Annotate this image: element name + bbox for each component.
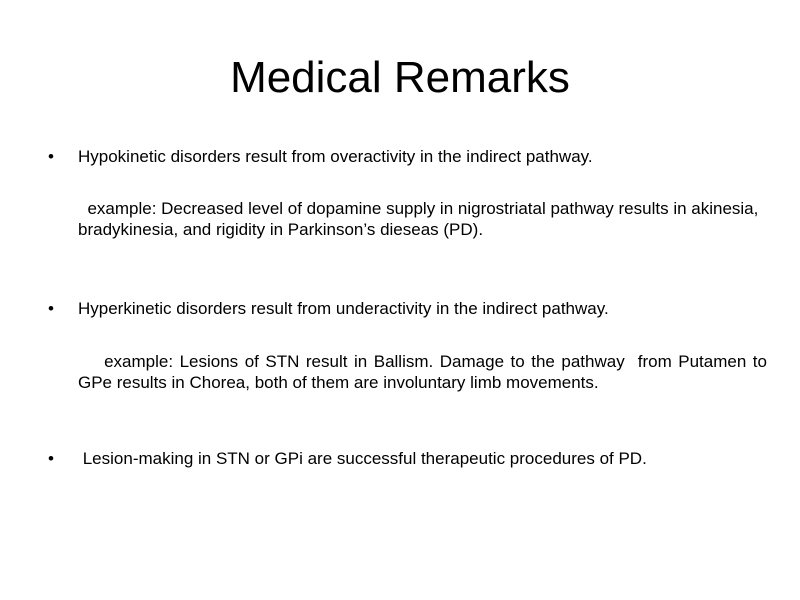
bullet-icon: •: [48, 299, 54, 318]
example-text-hypokinetic: example: Decreased level of dopamine supply in nigrostriatal pathway results in akinesia, bradykinesia, and rigidity in Parkinson’s dieseas (PD).: [78, 199, 764, 239]
bullet-text: Lesion-making in STN or GPi are successful therapeutic procedures of PD.: [78, 449, 647, 468]
bullet-text: Hypokinetic disorders result from overactivity in the indirect pathway.: [78, 147, 593, 166]
example-text-hyperkinetic: example: Lesions of STN result in Ballism. Damage to the pathway from Putamen to GPe results in Chorea, both of them are involuntary limb movements.: [78, 352, 772, 392]
bullet-text: Hyperkinetic disorders result from underactivity in the indirect pathway.: [78, 299, 609, 318]
slide-title: Medical Remarks: [230, 53, 570, 102]
bullet-icon: •: [48, 147, 54, 166]
bullet-icon: •: [48, 449, 54, 468]
